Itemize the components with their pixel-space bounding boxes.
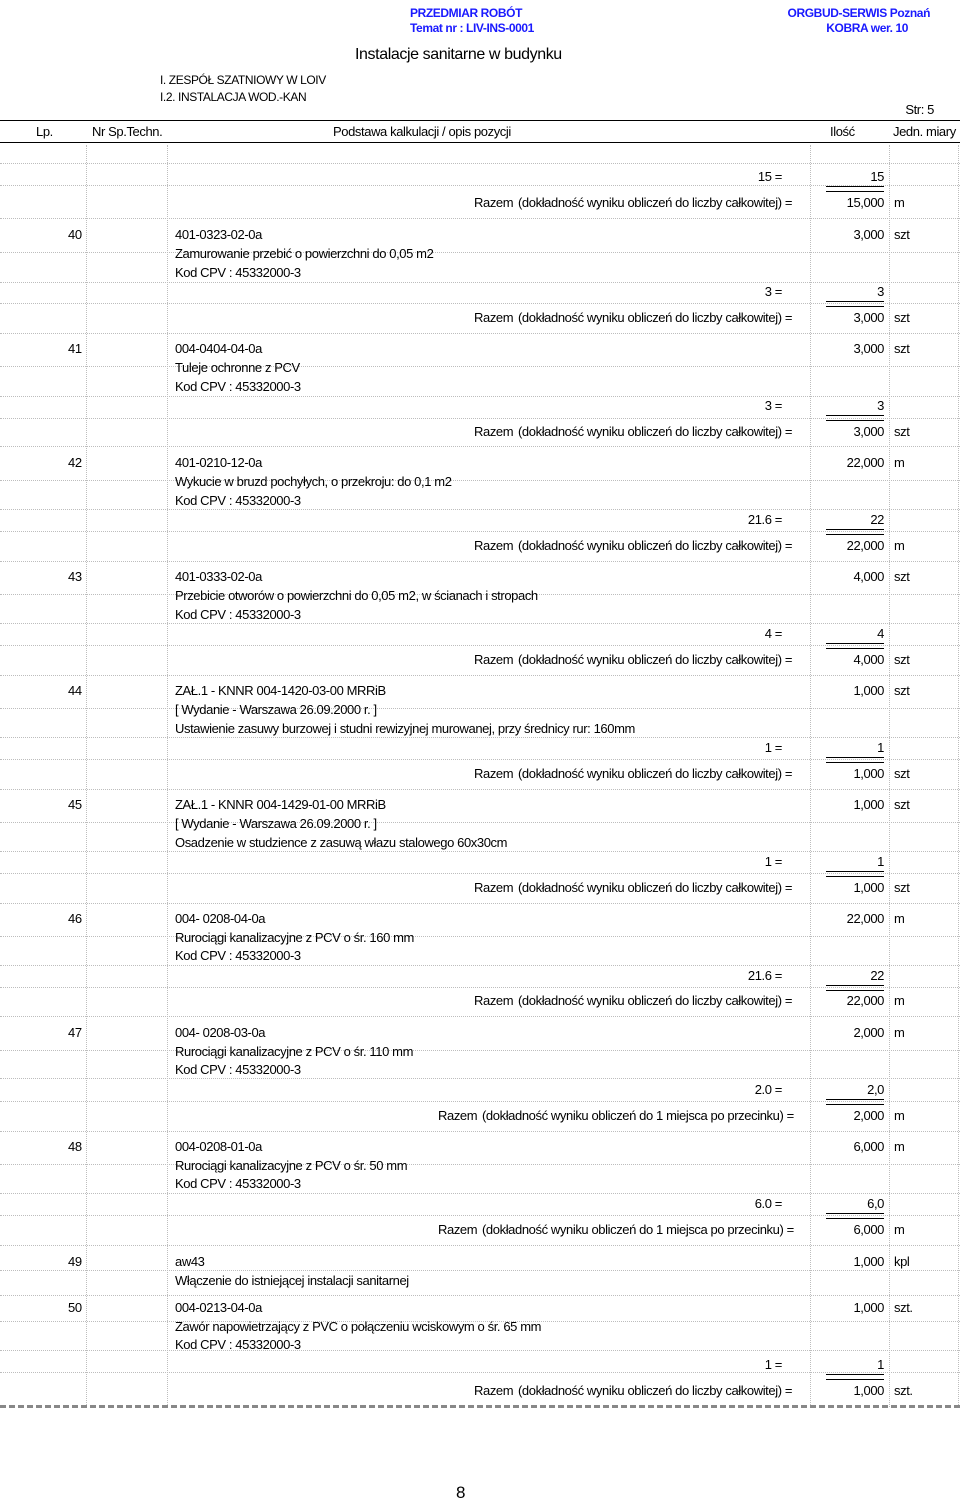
item-qty: 1,000 [853, 1300, 884, 1315]
razem-total: 22,000 [846, 538, 884, 553]
razem-unit: szt [894, 424, 910, 439]
item-lp: 50 [68, 1300, 82, 1315]
razem-note: (dokładność wyniku obliczeń do liczby całkowitej) = [518, 766, 793, 781]
razem-unit: szt [894, 766, 910, 781]
razem-label: Razem [474, 880, 514, 895]
razem-note: (dokładność wyniku obliczeń do liczby całkowitej) = [518, 195, 793, 210]
calc-expression: 2.0 = [754, 1082, 782, 1097]
section-title-2: I.2. INSTALACJA WOD.-KAN [160, 90, 307, 104]
razem-unit: m [894, 1108, 905, 1123]
sum-underline [826, 301, 884, 307]
item-lp: 41 [68, 341, 82, 356]
item-code: 004-0213-04-0a [175, 1300, 262, 1315]
razem-note: (dokładność wyniku obliczeń do liczby całkowitej) = [518, 538, 793, 553]
sum-underline [826, 415, 884, 421]
razem-total: 4,000 [853, 652, 884, 667]
col-sep [167, 145, 168, 1407]
item-desc: Rurociągi kanalizacyjne z PCV o śr. 110 mm [175, 1044, 414, 1059]
header-bottom-rule [0, 142, 960, 143]
item-qty: 22,000 [846, 455, 884, 470]
page-number: 8 [456, 1483, 466, 1502]
item-cpv: Kod CPV : 45332000-3 [175, 265, 301, 280]
item-lp: 40 [68, 227, 82, 242]
calc-value: 3 [877, 284, 884, 299]
item-code: 004-0404-04-0a [175, 341, 262, 356]
item-cpv: Kod CPV : 45332000-3 [175, 1062, 301, 1077]
razem-label: Razem [474, 766, 514, 781]
razem-unit: m [894, 1222, 905, 1237]
document-title: Instalacje sanitarne w budynku [355, 46, 562, 63]
item-unit: szt [894, 569, 910, 584]
item-lp: 46 [68, 911, 82, 926]
razem-label: Razem [474, 1383, 514, 1398]
item-code: 004-0208-01-0a [175, 1139, 262, 1154]
item-cpv: Kod CPV : 45332000-3 [175, 379, 301, 394]
item-lp: 48 [68, 1139, 82, 1154]
item-desc: Ustawienie zasuwy burzowej i studni rewizyjnej murowanej, przy średnicy rur: 160mm [175, 721, 635, 736]
item-cpv: Kod CPV : 45332000-3 [175, 948, 301, 963]
razem-note: (dokładność wyniku obliczeń do 1 miejsca po przecinku) = [482, 1108, 794, 1123]
calc-value: 6,0 [867, 1196, 884, 1211]
calc-expression: 15 = [757, 169, 782, 184]
col-jedn: Jedn. miary [893, 124, 956, 139]
razem-total: 6,000 [853, 1222, 884, 1237]
razem-total: 1,000 [853, 1383, 884, 1398]
item-unit: szt [894, 797, 910, 812]
razem-label: Razem [474, 538, 514, 553]
razem-label: Razem [474, 195, 514, 210]
razem-unit: szt [894, 652, 910, 667]
sum-underline [826, 1374, 884, 1380]
item-unit: m [894, 1139, 905, 1154]
report-title: PRZEDMIAR ROBÓT [410, 6, 522, 20]
header-top-rule [0, 120, 960, 121]
item-unit: szt [894, 227, 910, 242]
item-qty: 4,000 [853, 569, 884, 584]
calc-value: 2,0 [867, 1082, 884, 1097]
item-lp: 44 [68, 683, 82, 698]
razem-label: Razem [474, 424, 514, 439]
razem-total: 15,000 [846, 195, 884, 210]
razem-note: (dokładność wyniku obliczeń do liczby całkowitej) = [518, 1383, 793, 1398]
item-qty: 1,000 [853, 1254, 884, 1269]
calc-expression: 4 = [764, 626, 782, 641]
calc-value: 4 [877, 626, 884, 641]
calc-expression: 6.0 = [754, 1196, 782, 1211]
calc-expression: 21.6 = [747, 512, 782, 527]
sum-underline [826, 1099, 884, 1105]
razem-total: 3,000 [853, 424, 884, 439]
razem-note: (dokładność wyniku obliczeń do liczby całkowitej) = [518, 993, 793, 1008]
item-code: ZAŁ.1 - KNNR 004-1420-03-00 MRRiB [175, 683, 386, 698]
calc-expression: 1 = [764, 854, 782, 869]
item-unit: szt [894, 341, 910, 356]
razem-note: (dokładność wyniku obliczeń do 1 miejsca po przecinku) = [482, 1222, 794, 1237]
calc-value: 22 [870, 512, 884, 527]
col-sep [889, 145, 890, 1407]
item-unit: m [894, 455, 905, 470]
item-qty: 3,000 [853, 341, 884, 356]
item-qty: 1,000 [853, 797, 884, 812]
item-desc: Zamurowanie przebić o powierzchni do 0,05 m2 [175, 246, 434, 261]
col-sep [958, 145, 959, 1407]
item-cpv: Kod CPV : 45332000-3 [175, 1176, 301, 1191]
item-code: 401-0210-12-0a [175, 455, 262, 470]
item-qty: 3,000 [853, 227, 884, 242]
item-lp: 45 [68, 797, 82, 812]
calc-expression: 3 = [764, 284, 782, 299]
item-unit: kpl [894, 1254, 910, 1269]
razem-label: Razem [474, 310, 514, 325]
item-lp: 42 [68, 455, 82, 470]
item-qty: 1,000 [853, 683, 884, 698]
sum-underline [826, 643, 884, 649]
razem-note: (dokładność wyniku obliczeń do liczby całkowitej) = [518, 424, 793, 439]
razem-total: 1,000 [853, 880, 884, 895]
sum-underline [826, 1213, 884, 1219]
calc-value: 15 [870, 169, 884, 184]
software-vendor: ORGBUD-SERWIS Poznań [787, 6, 930, 20]
calc-value: 3 [877, 398, 884, 413]
col-podstawa: Podstawa kalkulacji / opis pozycji [333, 124, 511, 139]
sum-underline [826, 985, 884, 991]
item-desc: Rurociągi kanalizacyjne z PCV o śr. 160 mm [175, 930, 414, 945]
sum-underline [826, 186, 884, 192]
sum-underline [826, 757, 884, 763]
item-edition: [ Wydanie - Warszawa 26.09.2000 r. ] [175, 816, 377, 831]
calc-expression: 21.6 = [747, 968, 782, 983]
col-sep [810, 145, 811, 1407]
item-code: 004- 0208-03-0a [175, 1025, 266, 1040]
page-label: Str: 5 [905, 102, 934, 117]
sum-underline [826, 529, 884, 535]
item-qty: 6,000 [853, 1139, 884, 1154]
calc-value: 22 [870, 968, 884, 983]
item-unit: m [894, 911, 905, 926]
item-desc: Zawór napowietrzający z PVC o połączeniu wciskowym o śr. 65 mm [175, 1319, 542, 1334]
col-sep [86, 145, 87, 1407]
razem-total: 3,000 [853, 310, 884, 325]
item-code: aw43 [175, 1254, 205, 1269]
item-qty: 22,000 [846, 911, 884, 926]
software-version: KOBRA wer. 10 [826, 21, 908, 35]
razem-total: 22,000 [846, 993, 884, 1008]
item-unit: szt [894, 683, 910, 698]
calc-expression: 3 = [764, 398, 782, 413]
item-cpv: Kod CPV : 45332000-3 [175, 1337, 301, 1352]
item-unit: szt. [894, 1300, 913, 1315]
col-ilosc: Ilość [830, 124, 855, 139]
calc-value: 1 [877, 1357, 884, 1372]
item-code: 401-0333-02-0a [175, 569, 262, 584]
razem-label: Razem [438, 1108, 478, 1123]
item-lp: 47 [68, 1025, 82, 1040]
calc-expression: 1 = [764, 1357, 782, 1372]
page-bottom-rule [0, 1405, 960, 1408]
razem-label: Razem [474, 993, 514, 1008]
razem-unit: m [894, 538, 905, 553]
item-unit: m [894, 1025, 905, 1040]
topic-number: Temat nr : LIV-INS-0001 [410, 21, 534, 35]
razem-unit: szt [894, 310, 910, 325]
calc-value: 1 [877, 854, 884, 869]
razem-label: Razem [438, 1222, 478, 1237]
razem-note: (dokładność wyniku obliczeń do liczby całkowitej) = [518, 310, 793, 325]
item-desc: Wykucie w bruzd pochyłych, o przekroju: do 0,1 m2 [175, 474, 452, 489]
razem-unit: m [894, 993, 905, 1008]
razem-label: Razem [474, 652, 514, 667]
calc-expression: 1 = [764, 740, 782, 755]
razem-note: (dokładność wyniku obliczeń do liczby całkowitej) = [518, 652, 793, 667]
item-code: 004- 0208-04-0a [175, 911, 266, 926]
col-nr: Nr Sp.Techn. [92, 124, 163, 139]
item-cpv: Kod CPV : 45332000-3 [175, 607, 301, 622]
item-code: ZAŁ.1 - KNNR 004-1429-01-00 MRRiB [175, 797, 386, 812]
razem-unit: szt [894, 880, 910, 895]
item-desc: Przebicie otworów o powierzchni do 0,05 m2, w ścianach i stropach [175, 588, 538, 603]
razem-note: (dokładność wyniku obliczeń do liczby całkowitej) = [518, 880, 793, 895]
razem-total: 2,000 [853, 1108, 884, 1123]
item-edition: [ Wydanie - Warszawa 26.09.2000 r. ] [175, 702, 377, 717]
item-desc: Włączenie do istniejącej instalacji sanitarnej [175, 1273, 409, 1288]
item-code: 401-0323-02-0a [175, 227, 262, 242]
item-qty: 2,000 [853, 1025, 884, 1040]
item-desc: Tuleje ochronne z PCV [175, 360, 300, 375]
item-lp: 49 [68, 1254, 82, 1269]
section-title-1: I. ZESPÓŁ SZATNIOWY W LOIV [160, 73, 326, 87]
item-desc: Osadzenie w studzience z zasuwą włazu stalowego 60x30cm [175, 835, 508, 850]
razem-unit: m [894, 195, 905, 210]
razem-unit: szt. [894, 1383, 913, 1398]
razem-total: 1,000 [853, 766, 884, 781]
item-cpv: Kod CPV : 45332000-3 [175, 493, 301, 508]
sum-underline [826, 871, 884, 877]
item-desc: Rurociągi kanalizacyjne z PCV o śr. 50 mm [175, 1158, 408, 1173]
item-lp: 43 [68, 569, 82, 584]
col-lp: Lp. [36, 124, 53, 139]
calc-value: 1 [877, 740, 884, 755]
